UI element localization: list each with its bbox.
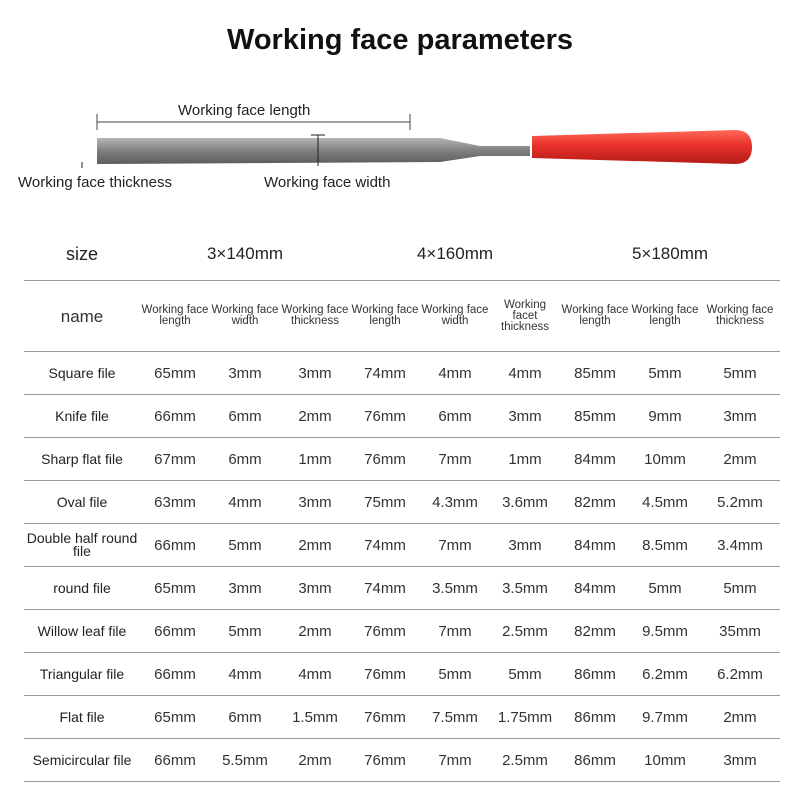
table-cell: 10mm: [630, 438, 700, 481]
table-cell: 5.5mm: [210, 739, 280, 782]
table-cell: 75mm: [350, 481, 420, 524]
size-5x180: 5×180mm: [560, 228, 780, 281]
file-name: Square file: [24, 352, 140, 395]
column-header: Working face thickness: [280, 281, 350, 352]
table-cell: 5mm: [700, 567, 780, 610]
table-cell: 9.7mm: [630, 696, 700, 739]
table-cell: 6.2mm: [630, 653, 700, 696]
table-cell: 3mm: [700, 739, 780, 782]
page-title: Working face parameters: [227, 24, 573, 56]
table-cell: 4.5mm: [630, 481, 700, 524]
table-cell: 3mm: [280, 567, 350, 610]
table-cell: 65mm: [140, 352, 210, 395]
table-cell: 7mm: [420, 739, 490, 782]
table-cell: 3.4mm: [700, 524, 780, 567]
table-cell: 4.3mm: [420, 481, 490, 524]
table-cell: 2.5mm: [490, 739, 560, 782]
table-cell: 4mm: [490, 352, 560, 395]
table-row: [24, 438, 780, 481]
file-name: Willow leaf file: [24, 610, 140, 653]
table-cell: 1.5mm: [280, 696, 350, 739]
table-cell: 2.5mm: [490, 610, 560, 653]
table-cell: 74mm: [350, 524, 420, 567]
file-name: Triangular file: [24, 653, 140, 696]
table-cell: 74mm: [350, 352, 420, 395]
table-row: [24, 739, 780, 782]
name-header: name: [24, 281, 140, 352]
width-label: Working face width: [264, 174, 391, 191]
table-cell: 66mm: [140, 610, 210, 653]
table-cell: 2mm: [280, 395, 350, 438]
table-row: [24, 395, 780, 438]
table-cell: 5.2mm: [700, 481, 780, 524]
table-cell: 3.6mm: [490, 481, 560, 524]
table-cell: 6mm: [420, 395, 490, 438]
table-cell: 35mm: [700, 610, 780, 653]
table-cell: 86mm: [560, 739, 630, 782]
table-cell: 2mm: [280, 739, 350, 782]
table-cell: 5mm: [630, 567, 700, 610]
table-cell: 3mm: [280, 352, 350, 395]
file-diagram: [0, 90, 800, 200]
table-cell: 7mm: [420, 524, 490, 567]
table-cell: 1mm: [490, 438, 560, 481]
table-cell: 82mm: [560, 610, 630, 653]
table-cell: 85mm: [560, 352, 630, 395]
table-cell: 76mm: [350, 438, 420, 481]
table-cell: 7.5mm: [420, 696, 490, 739]
table-cell: 76mm: [350, 395, 420, 438]
thickness-label: Working face thickness: [18, 174, 172, 191]
column-header: Working face width: [210, 281, 280, 352]
table-cell: 3mm: [490, 395, 560, 438]
file-name: Sharp flat file: [24, 438, 140, 481]
file-name: Double half round file: [24, 524, 140, 567]
file-name: Flat file: [24, 696, 140, 739]
file-name: round file: [24, 567, 140, 610]
table-cell: 6.2mm: [700, 653, 780, 696]
table-cell: 76mm: [350, 696, 420, 739]
parameters-table: [24, 228, 780, 782]
table-cell: 9mm: [630, 395, 700, 438]
table-cell: 2mm: [700, 696, 780, 739]
column-header: Working face length: [350, 281, 420, 352]
table-cell: 2mm: [700, 438, 780, 481]
table-cell: 6mm: [210, 696, 280, 739]
size-3x140: 3×140mm: [140, 228, 350, 281]
column-header: Working face length: [630, 281, 700, 352]
table-row: [24, 696, 780, 739]
table-cell: 76mm: [350, 610, 420, 653]
table-cell: 84mm: [560, 524, 630, 567]
column-header: Working facet thickness: [490, 281, 560, 352]
table-cell: 4mm: [420, 352, 490, 395]
table-cell: 66mm: [140, 524, 210, 567]
table-cell: 66mm: [140, 395, 210, 438]
table-cell: 3mm: [490, 524, 560, 567]
size-header: size: [24, 228, 140, 281]
table-cell: 5mm: [210, 610, 280, 653]
table-cell: 76mm: [350, 739, 420, 782]
table-cell: 2mm: [280, 610, 350, 653]
table-cell: 6mm: [210, 438, 280, 481]
table-row: [24, 481, 780, 524]
name-row: [24, 281, 780, 352]
table-cell: 65mm: [140, 567, 210, 610]
table-cell: 86mm: [560, 696, 630, 739]
table-cell: 85mm: [560, 395, 630, 438]
table-row: [24, 352, 780, 395]
file-name: Semicircular file: [24, 739, 140, 782]
table-cell: 1.75mm: [490, 696, 560, 739]
table-cell: 5mm: [490, 653, 560, 696]
table-cell: 65mm: [140, 696, 210, 739]
table-cell: 76mm: [350, 653, 420, 696]
table-cell: 67mm: [140, 438, 210, 481]
table-cell: 9.5mm: [630, 610, 700, 653]
table-cell: 5mm: [210, 524, 280, 567]
table-cell: 74mm: [350, 567, 420, 610]
table-cell: 5mm: [630, 352, 700, 395]
size-4x160: 4×160mm: [350, 228, 560, 281]
table-cell: 63mm: [140, 481, 210, 524]
table-row: [24, 567, 780, 610]
table-cell: 66mm: [140, 653, 210, 696]
table-cell: 3.5mm: [490, 567, 560, 610]
handle: [532, 130, 752, 164]
file-name: Oval file: [24, 481, 140, 524]
table-cell: 4mm: [280, 653, 350, 696]
table-cell: 4mm: [210, 481, 280, 524]
length-label: Working face length: [178, 102, 311, 119]
table-cell: 6mm: [210, 395, 280, 438]
table-cell: 7mm: [420, 438, 490, 481]
table-cell: 5mm: [420, 653, 490, 696]
blade: [97, 138, 530, 164]
table-cell: 3mm: [700, 395, 780, 438]
size-row: [24, 228, 780, 281]
table-row: [24, 610, 780, 653]
table-cell: 3.5mm: [420, 567, 490, 610]
table-cell: 3mm: [210, 352, 280, 395]
column-header: Working face thickness: [700, 281, 780, 352]
table-row: [24, 653, 780, 696]
column-header: Working face length: [560, 281, 630, 352]
column-header: Working face length: [140, 281, 210, 352]
table-row: [24, 524, 780, 567]
table-cell: 66mm: [140, 739, 210, 782]
table-cell: 7mm: [420, 610, 490, 653]
table-cell: 84mm: [560, 567, 630, 610]
table-cell: 3mm: [280, 481, 350, 524]
file-name: Knife file: [24, 395, 140, 438]
table-cell: 3mm: [210, 567, 280, 610]
table-cell: 8.5mm: [630, 524, 700, 567]
table-cell: 10mm: [630, 739, 700, 782]
table-cell: 5mm: [700, 352, 780, 395]
table-cell: 86mm: [560, 653, 630, 696]
column-header: Working face width: [420, 281, 490, 352]
table-cell: 84mm: [560, 438, 630, 481]
table-cell: 82mm: [560, 481, 630, 524]
table-cell: 1mm: [280, 438, 350, 481]
table-cell: 2mm: [280, 524, 350, 567]
table-cell: 4mm: [210, 653, 280, 696]
